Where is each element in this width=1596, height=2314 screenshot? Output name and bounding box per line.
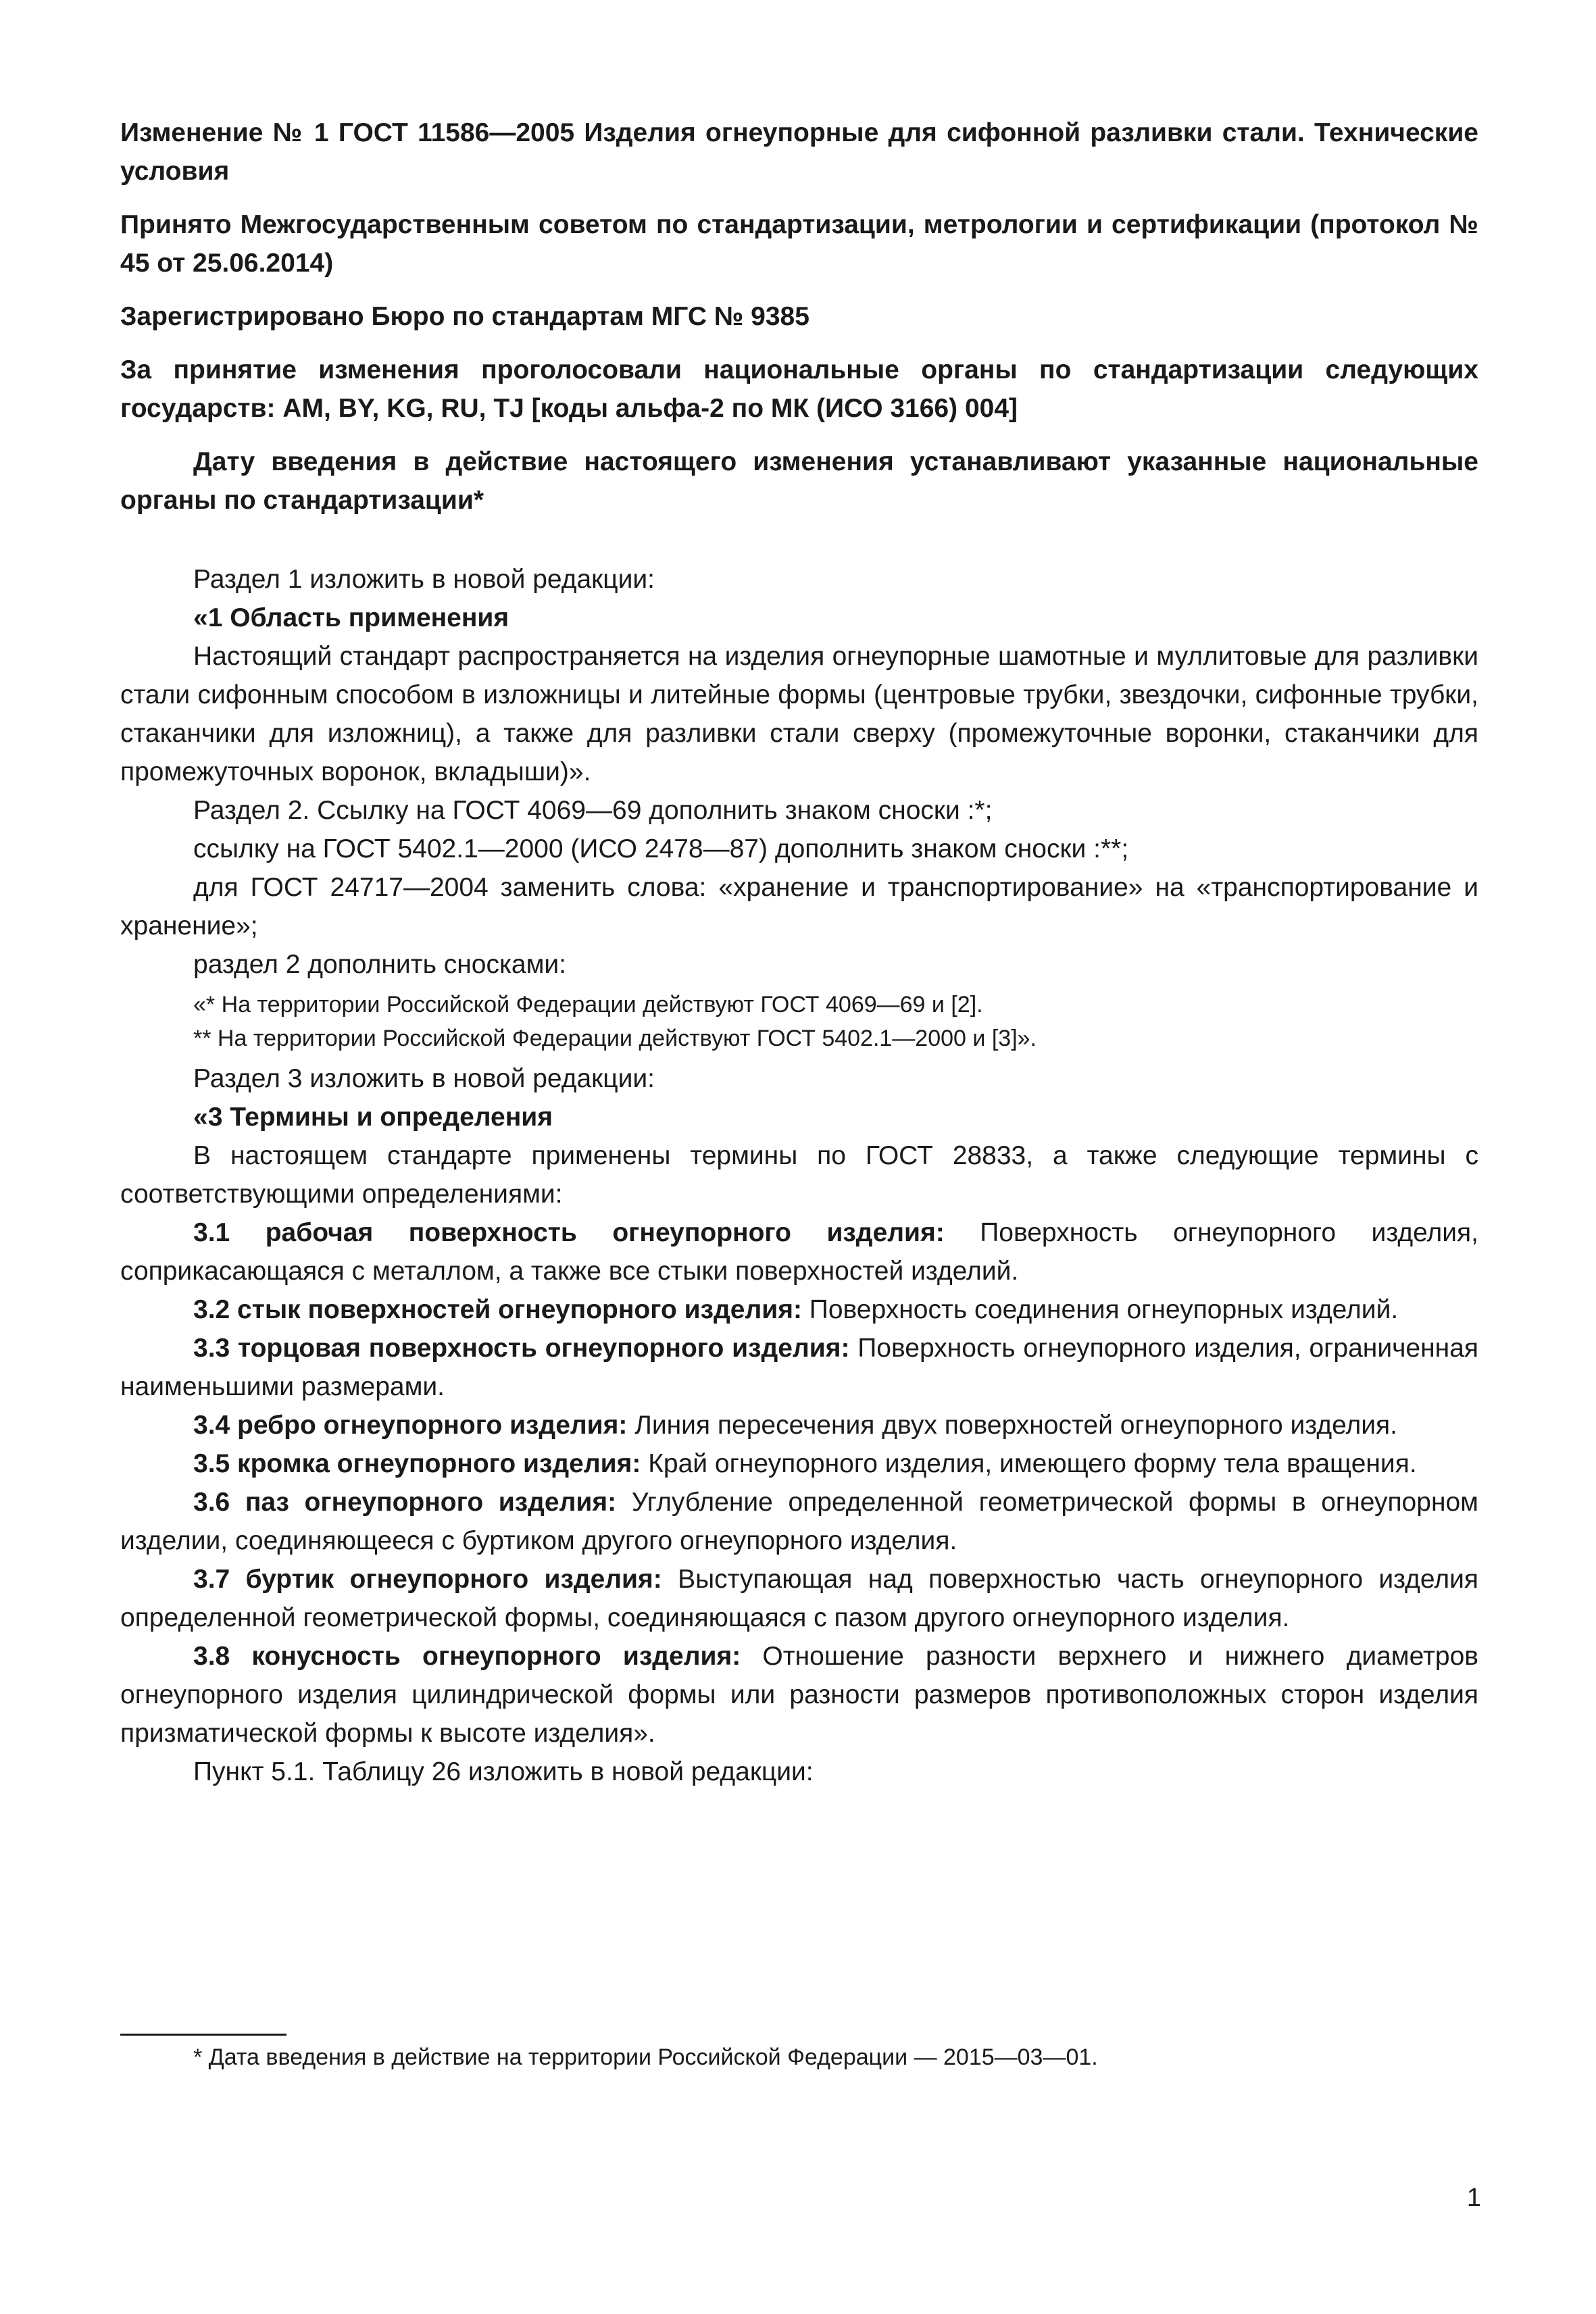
registered-note: Зарегистрировано Бюро по стандартам МГС № 9385 <box>120 302 809 331</box>
term-3-2 <box>120 1290 1478 1329</box>
point-5-1: Пункт 5.1. Таблицу 26 изложить в новой редакции: <box>193 1757 814 1786</box>
section2-line4: раздел 2 дополнить сносками: <box>193 950 566 979</box>
term-definition: Выступающая над поверхностью часть огнеупорного изделия определенной геометрической формы, соединяющаяся с пазом другого огнеупорного изделия. <box>120 1565 1478 1632</box>
section3-intro: Раздел 3 изложить в новой редакции: <box>193 1064 655 1093</box>
term-definition: Поверхность огнеупорного изделия, ограниченная наименьшими размерами. <box>120 1334 1479 1401</box>
term-label: 3.4 ребро огнеупорного изделия: <box>193 1411 628 1440</box>
section3-heading: «3 Термины и определения <box>193 1103 553 1132</box>
term-3-4 <box>120 1406 1478 1444</box>
term-definition: Поверхность соединения огнеупорных изделий. <box>801 1295 1399 1324</box>
section1-text: Настоящий стандарт распространяется на изделия огнеупорные шамотные и муллитовые для разливки стали сифонным способом в изложницы и литейные формы (центровые трубки, звездочки, сифонные трубки, стаканчики для изложниц), а также для разливки стали сверху (промежуточные воронки, стаканчики для промежуточных воронок, вкладыши)». <box>120 642 1478 786</box>
term-label: 3.5 кромка огнеупорного изделия: <box>193 1449 641 1478</box>
term-label: 3.3 торцовая поверхность огнеупорного изделия: <box>193 1334 850 1363</box>
page-number: 1 <box>1466 2184 1481 2212</box>
section2-footnote1: «* На территории Российской Федерации действуют ГОСТ 4069—69 и [2]. <box>193 992 983 1017</box>
term-definition: Поверхность огнеупорного изделия, соприкасающаяся с металлом, а также все стыки поверхностей изделий. <box>120 1218 1478 1286</box>
term-label: 3.1 рабочая поверхность огнеупорного изделия: <box>193 1218 945 1247</box>
footnote-divider <box>120 2034 286 2036</box>
document-title: Изменение № 1 ГОСТ 11586—2005 Изделия огнеупорные для сифонной разливки стали. Технические условия <box>120 118 1478 186</box>
adopted-note: Принято Межгосударственным советом по стандартизации, метрологии и сертификации (протокол № 45 от 25.06.2014) <box>120 210 1478 278</box>
term-definition: Край огнеупорного изделия, имеющего форму тела вращения. <box>641 1449 1417 1478</box>
section2-footnote2: ** На территории Российской Федерации действуют ГОСТ 5402.1—2000 и [3]». <box>193 1026 1037 1051</box>
term-label: 3.8 конусность огнеупорного изделия: <box>193 1642 741 1671</box>
term-label: 3.7 буртик огнеупорного изделия: <box>193 1565 662 1594</box>
section2-line2: ссылку на ГОСТ 5402.1—2000 (ИСО 2478—87) дополнить знаком сноски :**; <box>193 834 1129 863</box>
footnote: * Дата введения в действие на территории Российской Федерации — 2015—03—01. <box>193 2044 1098 2070</box>
term-label: 3.6 паз огнеупорного изделия: <box>193 1488 617 1517</box>
effective-date-note: Дату введения в действие настоящего изменения устанавливают указанные национальные органы по стандартизации* <box>120 447 1478 515</box>
section1-heading: «1 Область применения <box>193 603 509 632</box>
term-3-1 <box>120 1213 1478 1290</box>
term-3-5 <box>120 1444 1478 1483</box>
document-page <box>120 114 1478 1791</box>
term-definition: Отношение разности верхнего и нижнего диаметров огнеупорного изделия цилиндрической формы или разности размеров противоположных сторон изделия призматической формы к высоте изделия». <box>120 1642 1478 1748</box>
term-3-8 <box>120 1637 1478 1753</box>
section2-line1: Раздел 2. Ссылку на ГОСТ 4069—69 дополнить знаком сноски :*; <box>193 796 993 825</box>
term-definition: Углубление определенной геометрической формы в огнеупорном изделии, соединяющееся с буртиком другого огнеупорного изделия. <box>120 1488 1478 1555</box>
section3-text: В настоящем стандарте применены термины по ГОСТ 28833, а также следующие термины с соответствующими определениями: <box>120 1141 1478 1209</box>
term-3-3 <box>120 1329 1478 1406</box>
term-label: 3.2 стык поверхностей огнеупорного изделия: <box>193 1295 802 1324</box>
term-3-6 <box>120 1483 1478 1560</box>
term-definition: Линия пересечения двух поверхностей огнеупорного изделия. <box>627 1411 1397 1440</box>
section2-line3: для ГОСТ 24717—2004 заменить слова: «хранение и транспортирование» на «транспортирование и хранение»; <box>120 873 1478 940</box>
voted-note: За принятие изменения проголосовали национальные органы по стандартизации следующих государств: AM, BY, KG, RU, TJ [коды альфа-2 по МК (ИСО 3166) 004] <box>120 355 1478 423</box>
section1-intro: Раздел 1 изложить в новой редакции: <box>193 565 655 594</box>
term-3-7 <box>120 1560 1478 1637</box>
